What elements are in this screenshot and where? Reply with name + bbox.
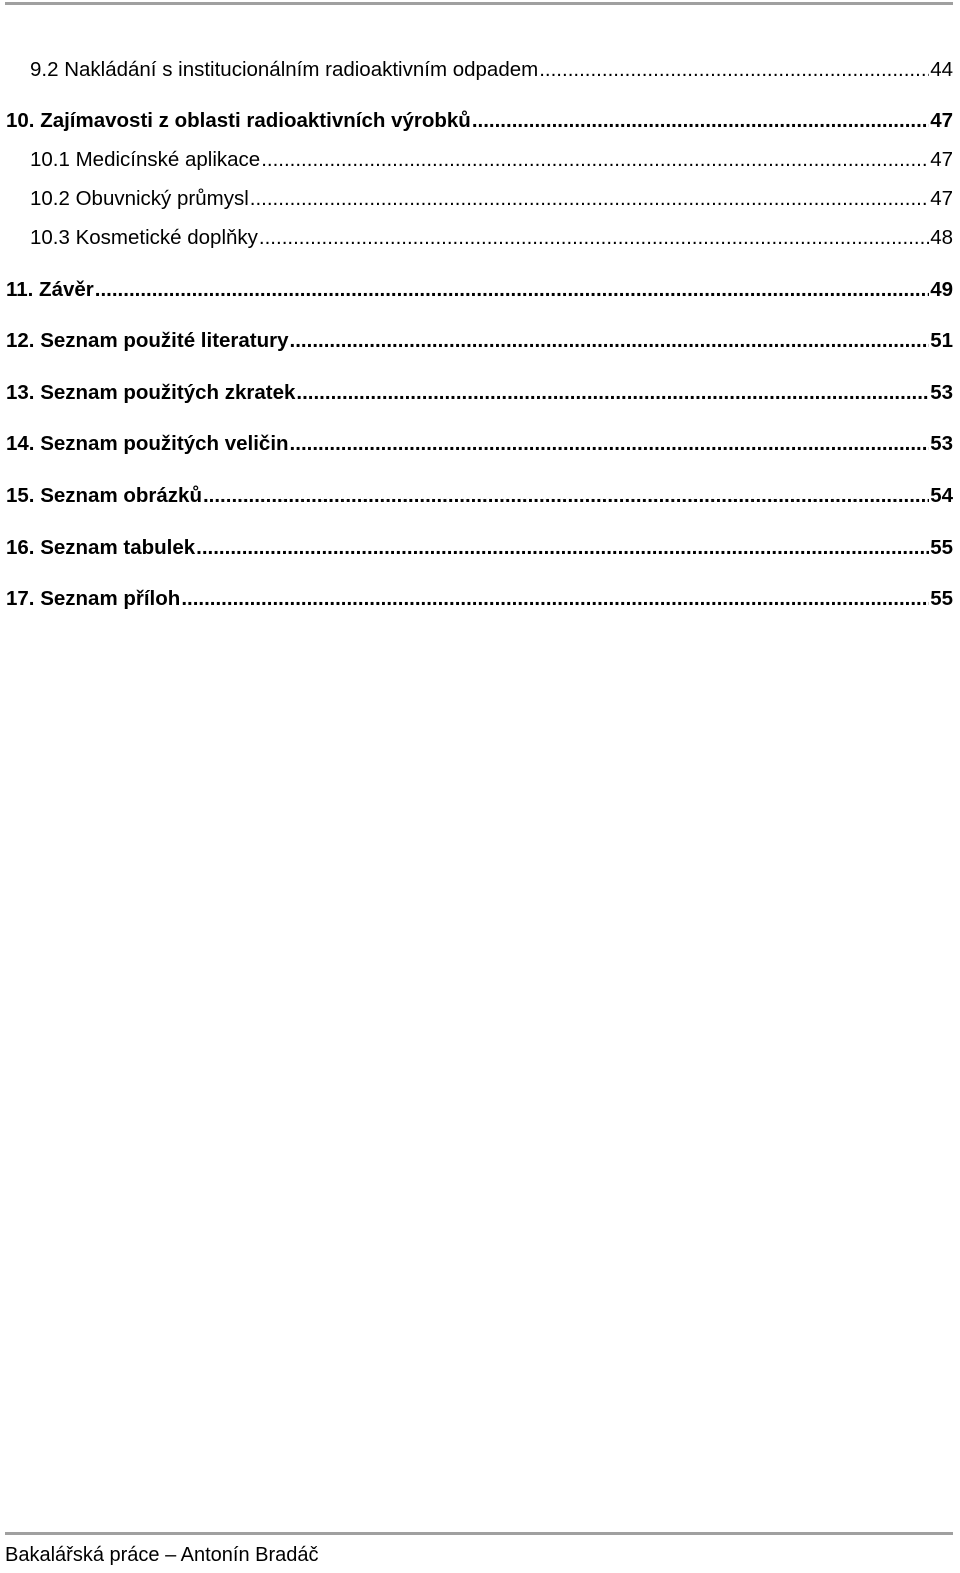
toc-entry-10-3[interactable] [30,225,953,251]
toc-dot-leader [203,483,929,509]
toc-entry-title: 12. Seznam použité literatury [6,329,289,352]
toc-page-number: 48 [930,226,953,249]
toc-page-number: 55 [930,536,953,559]
toc-entry-15[interactable] [6,483,953,509]
toc-dot-leader [196,535,929,561]
toc-entry-title: 11. Závěr [6,278,94,301]
toc-entry-title: 15. Seznam obrázků [6,484,202,507]
toc-entry-title: 10. Zajímavosti z oblasti radioaktivních výrobků [6,109,471,132]
toc-entry-10-2[interactable] [30,186,953,212]
toc-entry-14[interactable] [6,431,953,457]
toc-entry-title: 10.1 Medicínské aplikace [30,148,261,171]
toc-dot-leader [259,225,929,251]
toc-entry-11[interactable] [6,277,953,303]
toc-page-number: 54 [930,484,953,507]
toc-page-number: 55 [930,587,953,610]
page-footer: Bakalářská práce – Antonín Bradáč [5,1544,319,1566]
header-rule [5,2,953,5]
toc-entry-10[interactable] [6,108,953,134]
toc-dot-leader [290,328,930,354]
toc-page-number: 44 [930,58,953,81]
toc-dot-leader [290,431,930,457]
toc-dot-leader [296,380,929,406]
toc-entry-title: 10.2 Obuvnický průmysl [30,187,249,210]
footer-rule [5,1532,953,1535]
toc-entry-16[interactable] [6,535,953,561]
toc-page-number: 53 [930,432,953,455]
toc-dot-leader [261,147,929,173]
toc-dot-leader [181,586,929,612]
toc-page-number: 49 [930,278,953,301]
toc-dot-leader [95,277,929,303]
toc-entry-17[interactable] [6,586,953,612]
toc-entry-10-1[interactable] [30,147,953,173]
toc-dot-leader [250,186,929,212]
toc-page-number: 47 [930,109,953,132]
toc-entry-title: 9.2 Nakládání s institucionálním radioaktivním odpadem [30,58,539,81]
toc-entry-title: 10.3 Kosmetické doplňky [30,226,258,249]
toc-page-number: 47 [930,148,953,171]
toc-entry-title: 16. Seznam tabulek [6,536,196,559]
toc-entry-title: 13. Seznam použitých zkratek [6,381,296,404]
toc-dot-leader [472,108,929,134]
toc-page-number: 53 [930,381,953,404]
toc-entry-title: 14. Seznam použitých veličin [6,432,289,455]
toc-page-number: 51 [930,329,953,352]
toc-entry-13[interactable] [6,380,953,406]
toc-entry-9-2[interactable] [30,57,953,83]
toc-entry-12[interactable] [6,328,953,354]
toc-dot-leader [539,57,929,83]
toc-entry-title: 17. Seznam příloh [6,587,181,610]
toc-page-number: 47 [930,187,953,210]
